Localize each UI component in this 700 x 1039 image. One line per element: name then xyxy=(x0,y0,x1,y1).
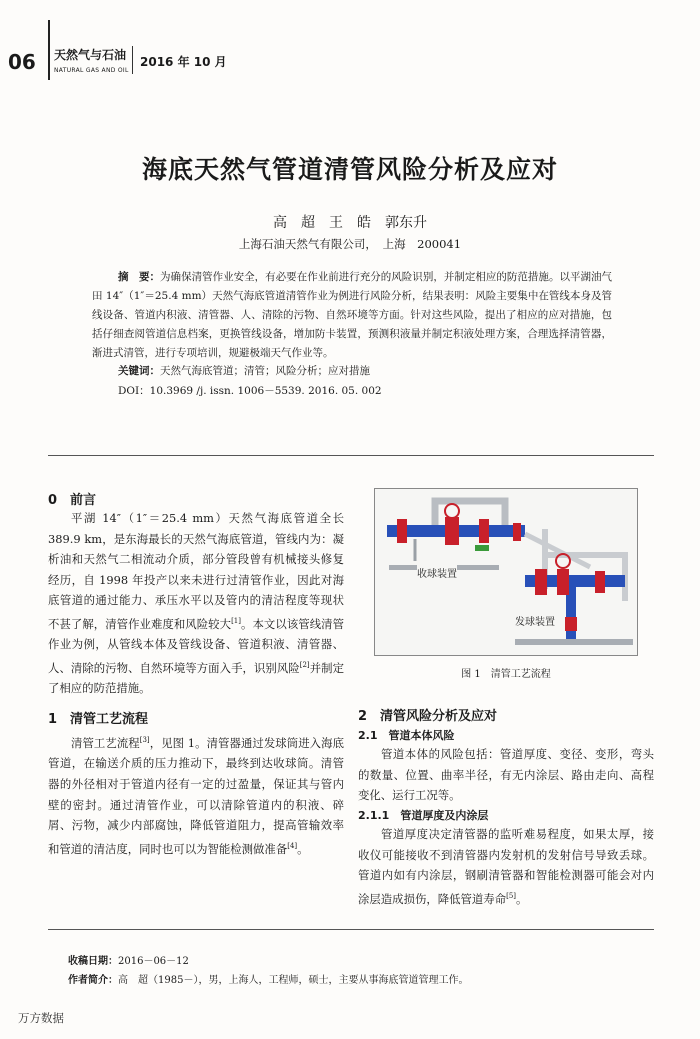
section-heading-1: 1 清管工艺流程 xyxy=(48,712,149,727)
figure-label-launch: 发球装置 xyxy=(515,613,555,628)
subsection-heading-2-1: 2.1 管道本体风险 xyxy=(358,729,455,742)
process-text-b: ，见图 1。清管器通过发球筒进入海底管道，在输送介质的压力推动下，最终到达收球筒。清管器的外径相对于管道内径有一定的过盈量，保证其与管内壁的密封。通过清管作业，可以清除管道内的积液、碎屑、污物，减少内部腐蚀，降低管道阻力，提高管输效率和管道的清洁度，同时也可以为智能检测做准备 xyxy=(48,735,344,856)
affiliation: 上海石油天然气有限公司， 上海 200041 xyxy=(238,237,462,251)
authors: 高 超 王 皓 郭东升 xyxy=(273,215,427,231)
keywords xyxy=(118,362,618,381)
doi: DOI：10.3969 /j. issn. 1006－5539. 2016. 05. 002 xyxy=(118,385,382,397)
header-divider-2 xyxy=(132,46,133,74)
footnote-divider xyxy=(48,929,654,930)
keywords-text: 天然气海底管道；清管；风险分析；应对措施 xyxy=(160,365,370,377)
section-heading-0: 0 前言 xyxy=(48,493,97,508)
author-bio-label: 作者简介： xyxy=(68,975,118,986)
section-divider xyxy=(48,455,654,456)
process-text-a: 清管工艺流程 xyxy=(71,735,140,750)
citation: [5] xyxy=(506,891,517,900)
citation: [2] xyxy=(299,660,310,669)
page-number: 06 xyxy=(8,50,36,74)
intro-text-b: 。本文以该管线清管作业为例，从管线本体及管线设备、管道积液、清管器、人、清除的污物、自然环境等方面入手，识别风险 xyxy=(48,616,344,675)
intro-paragraph xyxy=(48,508,344,699)
keywords-label: 关键词： xyxy=(118,365,160,377)
received-value: 2016－06－12 xyxy=(118,956,189,967)
thickness-paragraph xyxy=(358,824,654,909)
citation: [1] xyxy=(231,616,241,625)
received-date xyxy=(68,952,189,971)
issue-date: 2016 年 10 月 xyxy=(140,55,227,69)
thickness-text-b: 。 xyxy=(516,891,528,906)
process-text-c: 。 xyxy=(297,841,309,856)
figure-label-receive: 收球装置 xyxy=(417,565,457,580)
subsection-heading-2-1-1: 2.1.1 管道厚度及内涂层 xyxy=(358,809,489,822)
intro-text-c: 并制定了相应的防范措施。 xyxy=(48,660,344,696)
header-divider xyxy=(48,20,50,80)
process-paragraph xyxy=(48,730,344,859)
pipeline-risk-paragraph: 管道本体的风险包括：管道厚度、变径、变形，弯头的数量、位置、曲率半径，有无内涂层、路由走向、高程变化、运行工况等。 xyxy=(358,747,654,803)
journal-name-en: NATURAL GAS AND OIL xyxy=(54,67,129,74)
abstract-text: 为确保清管作业安全，有必要在作业前进行充分的风险识别，并制定相应的防范措施。以平湖油气田 14″（1″＝25.4 mm）天然气海底管道清管作业为例进行风险分析，结果表明：风险主要集中在管线本身及管线设备、管道内积液、清管器、人、清除的污物、自然环境等方面。针对这些风险，提出了相应的应对措施，包括仔细查阅管道信息档案，更换管线设备，增加防卡装置，预测积液量并制定积液处理方案，合理选择清管器，渐进式清管，进行专项培训，规避极端天气作业等。 xyxy=(92,271,613,359)
watermark: 万方数据 xyxy=(18,1011,64,1025)
journal-name: 天然气与石油 xyxy=(54,48,127,62)
received-label: 收稿日期： xyxy=(68,956,118,967)
abstract-label: 摘 要： xyxy=(118,271,161,283)
figure-1 xyxy=(374,488,638,656)
abstract xyxy=(92,268,612,363)
pigging-diagram xyxy=(375,489,637,655)
figure-caption: 图 1 清管工艺流程 xyxy=(461,669,551,680)
section-heading-2: 2 清管风险分析及应对 xyxy=(358,709,498,724)
thickness-text-a: 管道厚度决定清管器的监听难易程度，如果太厚，接收仪可能接收不到清管器内发射机的发射信号导致丢球。管道内如有内涂层，钢刷清管器和智能检测器可能会对内涂层造成损伤，降低管道寿命 xyxy=(358,827,654,906)
citation: [4] xyxy=(287,841,298,850)
intro-text-a: 平湖 14″（1″＝25.4 mm）天然气海底管道全长 389.9 km，是东海最长的天然气海底管道，管线内为：凝析油和天然气二相流动介质，部分管段曾有机械接头修复经历，自 1998 年投产以来未进行过清管作业，因此对海底管道的通过能力、承压水平以及管内的清洁程度等现状不甚了解，清管作业难度和风险较大 xyxy=(48,511,344,631)
author-bio xyxy=(68,971,468,990)
citation: [3] xyxy=(139,736,150,744)
author-bio-text: 高 超（1985－），男，上海人，工程师，硕士，主要从事海底管道管理工作。 xyxy=(118,975,469,986)
article-title: 海底天然气管道清管风险分析及应对 xyxy=(141,155,558,184)
